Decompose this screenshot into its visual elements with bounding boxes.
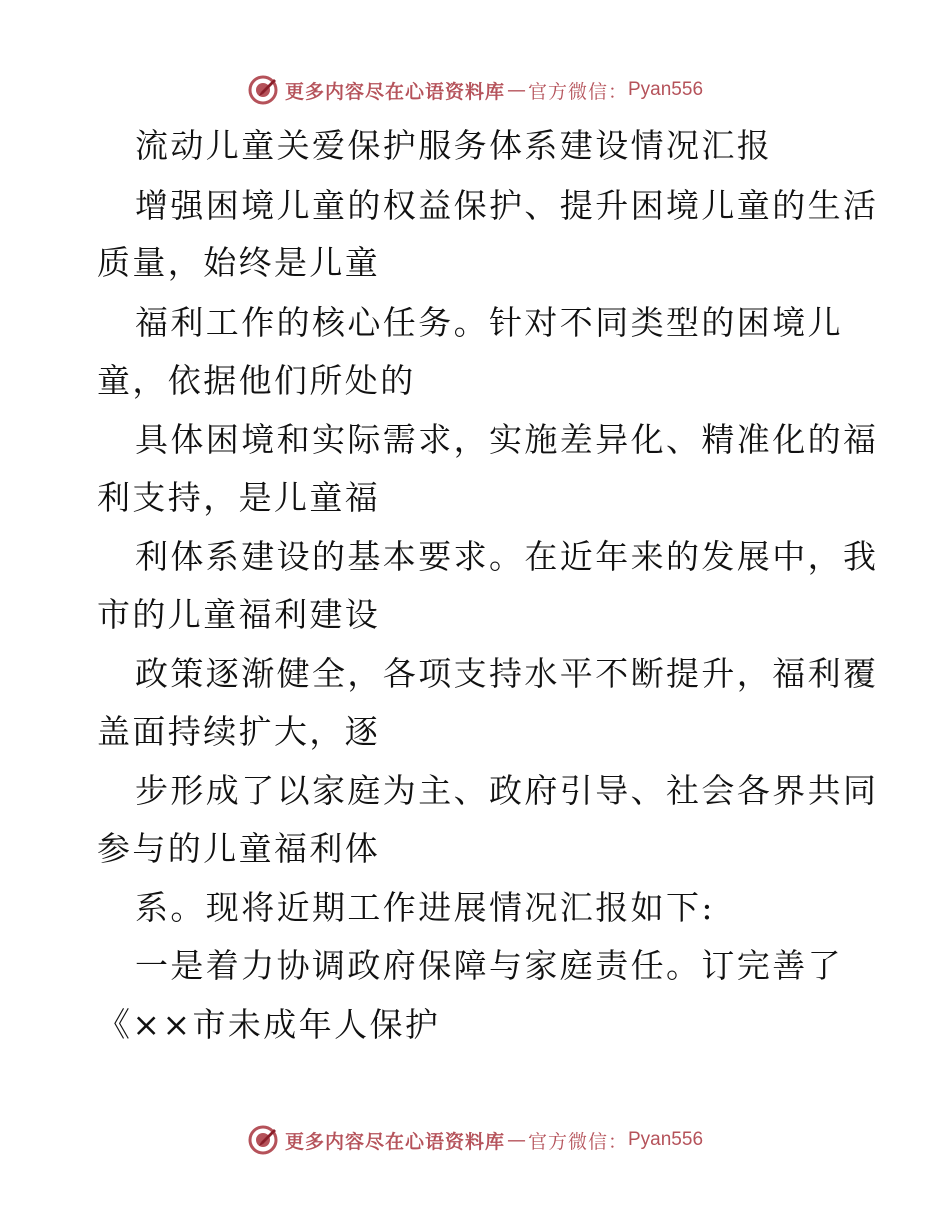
paragraph-line: 增强困境儿童的权益保护、提升困境儿童的生活 [135, 186, 879, 225]
watermark-separator: — [506, 1129, 526, 1151]
watermark-footer [0, 1120, 950, 1160]
paragraph-line: 童，依据他们所处的 [97, 361, 416, 400]
pen-logo-icon [247, 74, 279, 106]
paragraph-line: 利体系建设的基本要求。在近年来的发展中，我 [135, 537, 879, 576]
paragraph-line: 盖面持续扩大，逐 [97, 712, 381, 751]
paragraph-line: 政策逐渐健全，各项支持水平不断提升，福利覆 [135, 654, 879, 693]
paragraph-line: 利支持，是儿童福 [97, 478, 381, 517]
watermark-wechat-id: Pyan556 [628, 1129, 704, 1150]
document-title: 流动儿童关爱保护服务体系建设情况汇报 [135, 126, 773, 165]
paragraph-line: 参与的儿童福利体 [97, 829, 381, 868]
paragraph-line: 系。现将近期工作进展情况汇报如下: [135, 888, 715, 927]
watermark-site-name: 更多内容尽在心语资料库 [284, 80, 505, 103]
watermark-site-name: 更多内容尽在心语资料库 [284, 1130, 505, 1153]
paragraph-line: 具体困境和实际需求，实施差异化、精准化的福 [135, 420, 879, 459]
paragraph-line: 质量，始终是儿童 [97, 243, 381, 282]
paragraph-line: 步形成了以家庭为主、政府引导、社会各界共同 [135, 771, 879, 810]
watermark-wechat-id: Pyan556 [628, 79, 704, 100]
watermark-separator: — [506, 79, 526, 101]
paragraph-line: 一是着力协调政府保障与家庭责任。订完善了 [135, 946, 843, 985]
paragraph-line: 《××市未成年人保护 [97, 1005, 441, 1044]
pen-logo-icon [247, 1124, 279, 1156]
watermark-wechat-label: 官方微信： [527, 80, 628, 103]
watermark-wechat-label: 官方微信： [527, 1130, 628, 1153]
watermark-header [0, 70, 950, 110]
paragraph-line: 市的儿童福利建设 [97, 595, 381, 634]
paragraph-line: 福利工作的核心任务。针对不同类型的困境儿 [135, 303, 843, 342]
